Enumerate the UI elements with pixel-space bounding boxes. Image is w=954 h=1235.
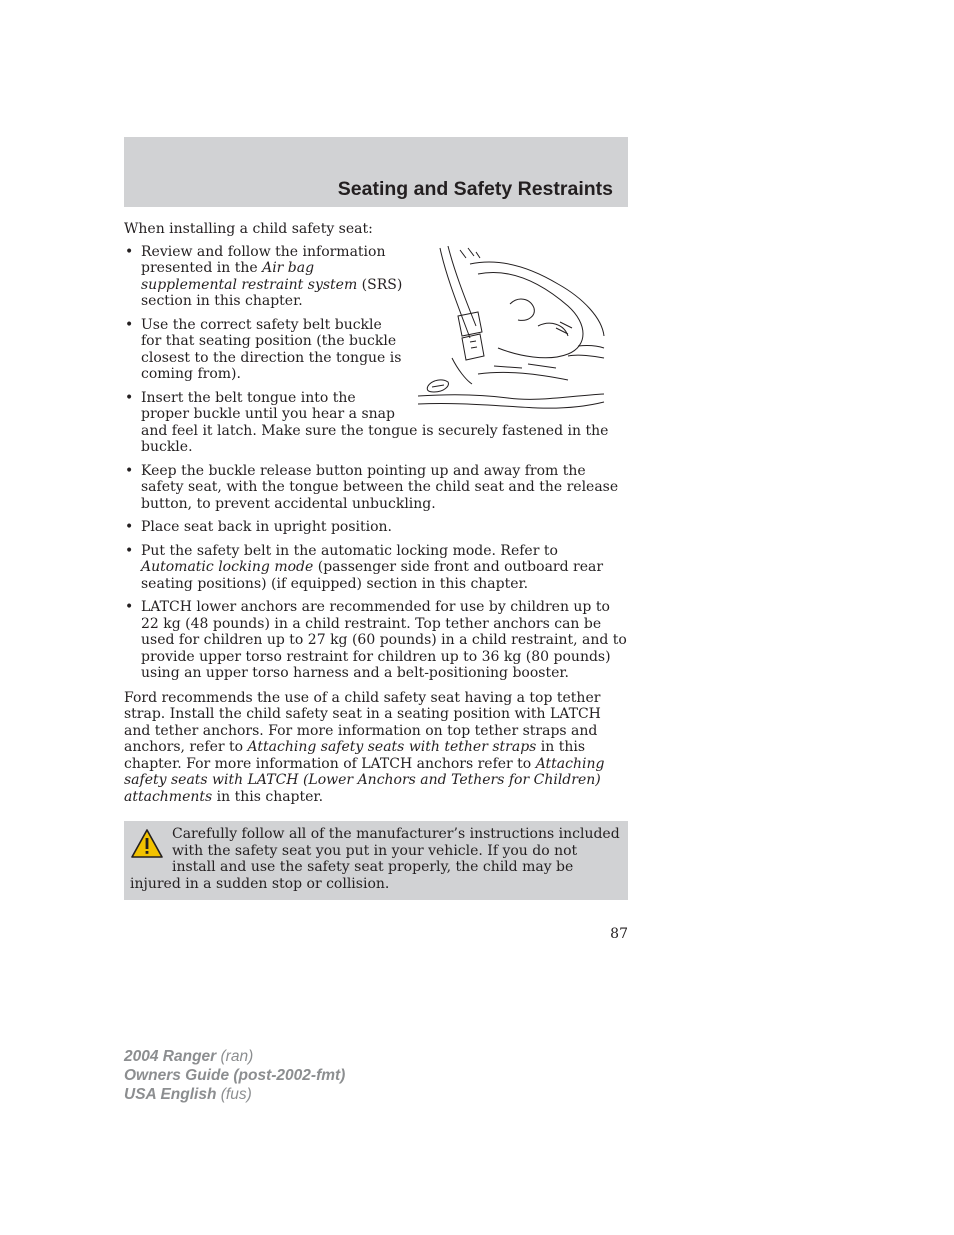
tether-straps-reference: Attaching safety seats with tether straps — [247, 739, 537, 755]
footer-line-model — [124, 1047, 345, 1066]
bullet-text: Place seat back in upright position. — [141, 519, 392, 535]
bullet-item-correct-buckle — [124, 317, 628, 383]
paragraph-text: in this chapter. For more information of LATCH anchors refer to — [124, 739, 586, 772]
bullet-text: LATCH lower anchors are recommended for use by children up to 22 kg (48 pounds) in a child restraint. Top tether anchors can be used for children up to 27 kg (60 pounds) in a child restraint, and to provide upper torso restraint for children up to 36 kg (80 pounds) using an upper torso harness and a belt-positioning booster. — [141, 599, 627, 681]
intro-text: When installing a child safety seat: — [124, 221, 373, 237]
bullet-text: Use the correct safety belt buckle for that seating position (the buckle closest to the direction the tongue is coming from). — [141, 316, 402, 382]
footer-line-language — [124, 1085, 345, 1104]
warning-text: Carefully follow all of the manufacturer’s instructions included with the safety seat you put in your vehicle. If you do not install and use the safety seat properly, the child may be injured in a sudden stop or collision. — [130, 826, 620, 892]
ford-recommendation-paragraph — [124, 690, 628, 806]
main-content — [124, 221, 628, 900]
paragraph-text: in this chapter. — [212, 788, 324, 805]
page-title: Seating and Safety Restraints — [337, 178, 613, 200]
locking-mode-reference: Automatic locking mode — [141, 559, 314, 575]
latch-attachments-reference: Attaching safety seats with LATCH (Lower Anchors and Tethers for Children) attachments — [124, 755, 605, 805]
bullet-text: Review and follow the information presented in the — [141, 243, 386, 276]
warning-box — [124, 821, 628, 900]
bullet-item-seat-back — [124, 519, 628, 536]
bullet-text: (passenger side front and outboard rear seating positions) (if equipped) section in this chapter. — [141, 559, 604, 592]
bullet-item-srs — [124, 244, 628, 310]
footer-line-guide: Owners Guide (post-2002-fmt) — [124, 1067, 346, 1084]
bullet-text: Put the safety belt in the automatic locking mode. Refer to — [141, 542, 558, 559]
footer-doc-info — [124, 1047, 345, 1104]
srs-reference: Air bag supplemental restraint system — [141, 260, 358, 293]
bullet-item-locking-mode — [124, 543, 628, 593]
bullet-item-insert-tongue — [124, 390, 628, 456]
paragraph-text: Ford recommends the use of a child safety seat having a top tether strap. Install the child safety seat in a seating position with LATCH and tether anchors. For more information on top tether straps and anchors, refer to — [124, 689, 601, 755]
bullet-item-release-button — [124, 463, 628, 513]
bullet-text: Keep the buckle release button pointing up and away from the safety seat, with the tongue between the child seat and the release button, to prevent accidental unbuckling. — [141, 462, 619, 512]
header-band — [124, 137, 628, 207]
footer-language: USA English — [124, 1086, 217, 1103]
footer-model-code: (ran) — [220, 1048, 254, 1065]
bullet-text: (SRS) section in this chapter. — [141, 276, 403, 309]
footer-language-code: (fus) — [220, 1086, 252, 1103]
page-number: 87 — [610, 926, 628, 942]
bullet-text: Insert the belt tongue into the proper buckle until you hear a snap and feel it latch. Make sure the tongue is securely fastened in the buckle. — [141, 389, 609, 455]
bullet-item-latch-limits — [124, 599, 628, 682]
warning-triangle-icon — [130, 828, 164, 860]
footer-model: 2004 Ranger — [124, 1048, 217, 1065]
